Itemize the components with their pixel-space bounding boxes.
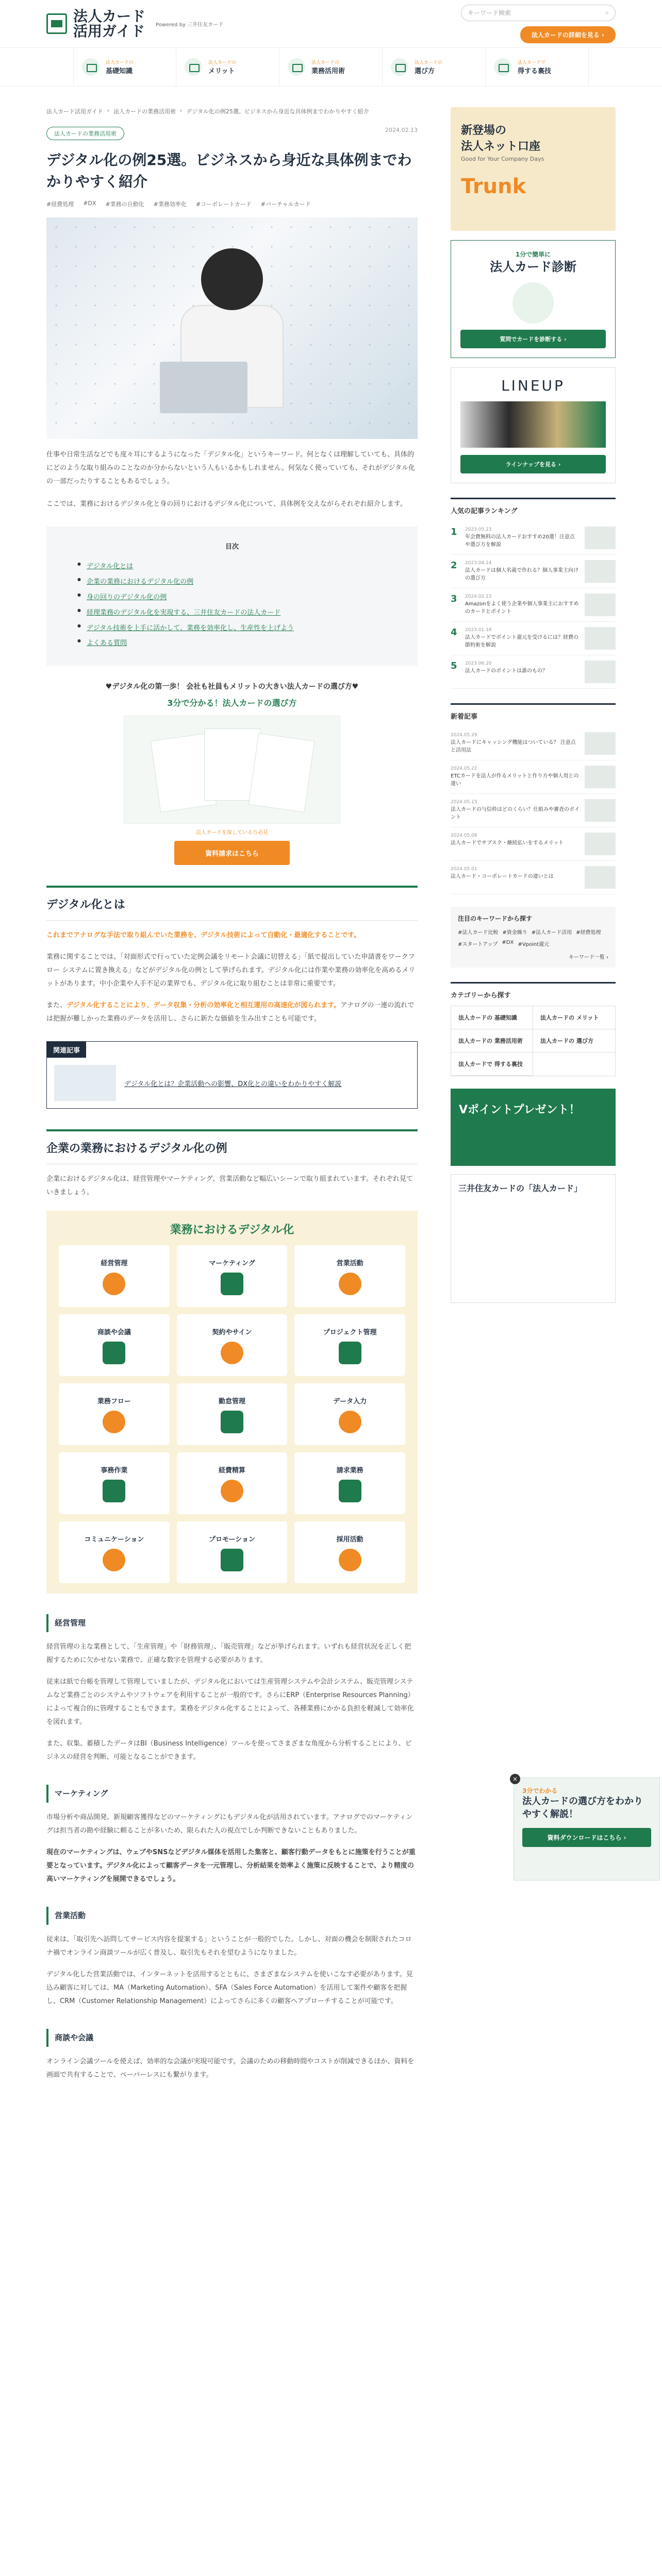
promo-heading: ♥デジタル化の第一歩！ 会社も社員もメリットの大きい法人カードの選び方♥: [105, 683, 359, 691]
gnav-item-merit[interactable]: [176, 48, 279, 86]
article-text: 法人カードの与信枠はどのくらい？仕組みや審査のポイント: [451, 807, 580, 821]
paragraph: 従来は紙で台帳を管理して管理していましたが、デジタル化においては生産管理システムや会計システム、販売管理システムなど業務ごとのシステムやソフトウェアを利用することが一般的です。さらにERP（Enterprise Resources Planning）によって複合的に管理することもできます。業務をデジタル化することによって、各種業務にかかる負担を軽減して効率化を図れます。: [46, 1678, 415, 1726]
paragraph: 現在のマーケティングは、ウェブやSNSなどデジタル媒体を活用した集客と、顧客行動データをもとに施策を行うことが重要となっています。デジタル化によって顧客データを一元管理し、分析結果を効率よく施策に反映することで、より精度の高いマーケティングを展開できるでしょう。: [46, 1849, 416, 1884]
new-article-item[interactable]: [451, 861, 616, 894]
cell-label: 経営管理: [101, 1259, 128, 1267]
rank-thumbnail: [585, 560, 616, 583]
powered-by: Powered by 三井住友カード: [156, 22, 224, 28]
card-diagnosis-banner[interactable]: [451, 240, 616, 358]
infographic: [46, 1211, 418, 1594]
related-thumbnail[interactable]: [54, 1065, 116, 1101]
rank-number: 4: [451, 626, 457, 638]
gnav-small: 法人カードの: [208, 60, 237, 65]
rank-date: 2023.01.18: [465, 627, 492, 633]
invoice-icon: [339, 1480, 361, 1502]
tag[interactable]: #業務の自動化: [105, 201, 144, 208]
category-link[interactable]: 法人カードの 選び方: [533, 1029, 615, 1053]
article-title: デジタル化の例25選。ビジネスから身近な具体例までわかりやすく紹介: [46, 151, 412, 190]
book-title: 三井住友カードの「法人カード」: [458, 1183, 583, 1193]
request-docs-button[interactable]: 資料請求はこちら: [174, 841, 290, 865]
keyword-link[interactable]: #法人カード活用: [531, 929, 572, 936]
gnav-small: 法人カードの: [311, 60, 340, 65]
toc-item[interactable]: ● デジタル化とは: [77, 559, 387, 574]
subsection-heading: 経営管理: [46, 1614, 418, 1632]
smartphone-icon: [221, 1549, 243, 1571]
lead-paragraph: ここでは、業務におけるデジタル化と身の回りにおけるデジタル化について、具体例を交えながらそれぞれ紹介します。: [46, 500, 407, 508]
keyword-link[interactable]: #DX: [502, 939, 514, 945]
rank-thumbnail: [585, 660, 616, 683]
article-date: 2024.05.08: [451, 833, 477, 838]
promo-block: [46, 681, 418, 865]
flow-icon: [103, 1411, 125, 1433]
cell-label: マーケティング: [209, 1259, 255, 1267]
cell-label: プロジェクト管理: [323, 1328, 377, 1336]
logo-line1: 法人カード: [73, 7, 146, 25]
keyword-link[interactable]: #Vpoint還元: [518, 941, 550, 947]
article-thumbnail: [585, 833, 616, 855]
global-nav: [0, 47, 662, 87]
ranking-title: 人気の記事ランキング: [451, 507, 518, 515]
rank-text: Amazonをよく使う企業や個人事業主におすすめのカードとポイント: [465, 601, 579, 615]
cell-label: 事務作業: [101, 1466, 128, 1475]
breadcrumb-sep: ›: [180, 107, 183, 114]
gnav-item-basics[interactable]: [73, 48, 176, 86]
category-link[interactable]: 法人カードで 得する裏技: [451, 1053, 533, 1076]
infographic-cell: [294, 1383, 405, 1445]
infographic-cell: [59, 1314, 170, 1376]
breadcrumb: [46, 107, 418, 115]
rank-text: 年会費無料の法人カードおすすめ20選！注意点や選び方を解説: [465, 534, 575, 548]
robot-icon: [103, 1480, 125, 1502]
highlight: これまでアナログな手法で取り組んでいた業務を、デジタル技術によって自動化・最適化することです。: [46, 931, 361, 940]
pie-chart-icon: [103, 1273, 125, 1295]
paragraph: 業務に関することでは、「対面形式で行っていた定例会議をリモート会議に切替える」「紙で提出していた申請書をワークフロー システムに置き換える」などがデジタル化の例として挙げられます。デジタル化には作業や業務の効率化を高めるメリットがあります。中小企業や人手不足の業界でも、デジタル化に取り組むことは非常に重要です。: [46, 953, 416, 988]
rank-date: 2024.02.13: [465, 594, 492, 599]
breadcrumb-sep: ›: [107, 107, 110, 114]
gnav-small: 法人カードの: [415, 60, 443, 65]
card-icon: [82, 58, 100, 76]
infographic-cell: [177, 1245, 288, 1307]
text: また、: [46, 1002, 67, 1010]
toc-title: 目次: [225, 543, 239, 551]
toc-item[interactable]: ● 身の回りのデジタル化の例: [77, 590, 387, 605]
ranking-item[interactable]: [451, 555, 616, 588]
infographic-cell: [59, 1245, 170, 1307]
rank-number: 3: [451, 593, 457, 604]
tips-icon: [494, 58, 511, 76]
rank-number: 1: [451, 526, 457, 537]
person-icon: [512, 282, 554, 324]
section-heading: デジタル化とは: [46, 886, 418, 921]
trunk-ad-banner[interactable]: [451, 107, 616, 231]
paragraph: オンライン会議ツールを使えば、効率的な会議が実現可能です。会議のための移動時間やコストが削減できるほか、資料を画面で共有することで、ペーパーレスにも繋がります。: [46, 2058, 415, 2079]
book-banner[interactable]: [451, 1174, 616, 1303]
cell-label: 契約やサイン: [212, 1328, 252, 1336]
paragraph: 企業におけるデジタル化は、経営管理やマーケティング、営業活動など幅広いシーンで取り組まれています。それぞれ見ていきましょう。: [46, 1175, 413, 1197]
ranking-item[interactable]: [451, 521, 616, 555]
rank-date: 2023.04.14: [465, 560, 492, 566]
close-icon[interactable]: ×: [510, 1774, 520, 1784]
infographic-cell: [177, 1314, 288, 1376]
rank-date: 2023.06.20: [465, 660, 492, 666]
toc-item[interactable]: ● 経理業務のデジタル化を実現する、三井住友カードの法人カード: [77, 605, 387, 621]
gnav-label: 選び方: [415, 67, 435, 75]
cell-label: データ入力: [333, 1397, 367, 1405]
category-box: [451, 982, 616, 1076]
article-date: 2024.05.15: [451, 799, 477, 805]
float-download-button[interactable]: 資料ダウンロードはこちら ›: [522, 1828, 651, 1847]
ranking-item[interactable]: [451, 588, 616, 622]
tag-list: [46, 200, 418, 208]
diagnosis-button[interactable]: 質問でカードを診断する ›: [460, 330, 606, 348]
tag[interactable]: #業務効率化: [153, 201, 187, 208]
choose-icon: [391, 58, 408, 76]
presentation-icon: [339, 1273, 361, 1295]
rank-text: 法人カードのポイントは誰のもの？: [465, 668, 548, 674]
infographic-cell: [294, 1245, 405, 1307]
lead-paragraph: 仕事や日常生活などでも度々耳にするようになった「デジタル化」というキーワード。何となくは理解していても、具体的にどのような取り組みのことなのか分からないという人もいるかもしれません。何気なく使っていても、それがデジタル化の一部だったりすることもあるでしょう。: [46, 451, 416, 485]
recruit-icon: [339, 1549, 361, 1571]
category-badge[interactable]: 法人カードの業務活用術: [46, 127, 124, 140]
gnav-label: 基礎知識: [106, 67, 133, 75]
subsection-heading: 商談や会議: [46, 2029, 418, 2047]
category-title: カテゴリーから探す: [451, 991, 511, 999]
gnav-small: 法人カードの: [106, 60, 134, 65]
new-article-item[interactable]: [451, 827, 616, 861]
contract-icon: [221, 1342, 243, 1364]
new-article-item[interactable]: [451, 727, 616, 760]
shindan-title: 法人カード診断: [490, 260, 576, 274]
tag[interactable]: #DX: [83, 200, 96, 207]
search-placeholder: キーワード検索: [468, 9, 511, 16]
infographic-cell: [294, 1521, 405, 1583]
search-input[interactable]: [461, 5, 616, 21]
keyword-link[interactable]: #法人カード比較: [458, 929, 499, 936]
ranking-item[interactable]: [451, 622, 616, 655]
lineup-title: LINEUP: [501, 377, 565, 394]
keyword-link[interactable]: #経費処理: [576, 929, 601, 936]
clock-icon: [221, 1411, 243, 1433]
rank-thumbnail: [585, 627, 616, 650]
logo-card-icon: [46, 13, 67, 34]
breadcrumb-category[interactable]: 法人カードの業務活用術: [113, 108, 176, 115]
promo-caption: 法人カードを探している方必見: [196, 830, 268, 836]
article-text: 法人カードにキャッシング機能はついている？ 注意点と活用法: [451, 740, 576, 754]
shindan-small: 1分で簡単に: [515, 251, 551, 258]
article-text: ETCカードを法人が作るメリットと作り方や個人用との違い: [451, 773, 579, 787]
gnav-item-tips[interactable]: [486, 48, 589, 86]
ad-title: 法人ネット口座: [461, 140, 541, 153]
cell-label: 経費精算: [218, 1466, 245, 1475]
text: アナログの一連の流れでは把握が難しかった業務のデータを活用し、さらに新たな価値を生み出すことも可能です。: [46, 1002, 415, 1023]
keyword-title: 注目のキーワードから探す: [458, 914, 533, 922]
new-article-item[interactable]: [451, 794, 616, 827]
float-small: 3分でわかる: [522, 1787, 558, 1794]
category-link[interactable]: 法人カードの メリット: [533, 1006, 615, 1029]
tag[interactable]: #バーチャルカード: [260, 201, 311, 208]
keyword-link[interactable]: #資金繰り: [502, 929, 527, 936]
paragraph: 市場分析や商品開発、新規顧客獲得などのマーケティングにもデジタル化が活用されています。アナログでのマーケティングは担当者の勘や経験に頼ることが多いため、限られた人の視点でしか判断できないこともありました。: [46, 1814, 413, 1835]
keyword-box: [451, 907, 616, 968]
infographic-cell: [59, 1521, 170, 1583]
lineup-banner[interactable]: [451, 367, 616, 483]
cell-label: プロモーション: [209, 1535, 255, 1544]
ranking-box: [451, 498, 616, 689]
hero-image: [46, 217, 418, 439]
megaphone-icon: [221, 1273, 243, 1295]
article-thumbnail: [585, 766, 616, 788]
article-date: 2024.05.01: [451, 866, 477, 872]
paragraph: [46, 999, 418, 1026]
tag[interactable]: #経費処理: [46, 201, 74, 208]
usage-icon: [288, 58, 305, 76]
article-text: 法人カードでサブスク・継続払いをするメリット: [451, 840, 564, 846]
new-articles-title: 新着記事: [451, 713, 478, 721]
meeting-icon: [103, 1342, 125, 1364]
breadcrumb-current: デジタル化の例25選。ビジネスから身近な具体例までわかりやすく紹介: [186, 108, 369, 115]
cell-label: 営業活動: [336, 1259, 363, 1267]
promo-image[interactable]: [124, 716, 340, 824]
lineup-button[interactable]: ラインナップを見る ›: [460, 455, 606, 473]
ad-sub: Good for Your Company Days: [461, 156, 544, 162]
article-main: [46, 107, 418, 2082]
cell-label: 採用活動: [336, 1535, 363, 1544]
toc-item[interactable]: ● 企業の業務におけるデジタル化の例: [77, 574, 387, 590]
article-date: 2024.05.29: [451, 732, 477, 738]
infographic-cell: [177, 1383, 288, 1445]
cell-label: コミュニケーション: [84, 1535, 144, 1544]
infographic-cell: [177, 1452, 288, 1514]
search-icon[interactable]: ⌕: [605, 9, 609, 16]
new-article-item[interactable]: [451, 760, 616, 794]
logo-line2: 活用ガイド: [73, 23, 145, 40]
toc-item[interactable]: ● デジタル技術を上手に活かして、業務を効率化し、生産性を上げよう: [77, 621, 387, 636]
rank-number: 2: [451, 560, 457, 571]
subsection-heading: マーケティング: [46, 1785, 418, 1803]
gnav-item-usage[interactable]: [279, 48, 383, 86]
gnav-label: メリット: [208, 67, 235, 75]
new-articles-box: [451, 703, 616, 894]
gantt-icon: [339, 1342, 361, 1364]
infographic-title: 業務におけるデジタル化: [170, 1224, 294, 1237]
section-heading: 企業の業務におけるデジタル化の例: [46, 1129, 418, 1164]
table-of-contents: [46, 527, 418, 666]
article-thumbnail: [585, 799, 616, 822]
rank-text: 法人カードでポイント還元を受けるには？経費の節約術を解説: [465, 635, 578, 649]
infographic-cell: [177, 1521, 288, 1583]
cell-label: 請求業務: [336, 1466, 363, 1475]
header-top: [0, 0, 662, 47]
rank-text: 法人カードは個人名義で作れる？個人事業主向けの選び方: [465, 568, 578, 582]
cell-label: 勤怠管理: [218, 1397, 245, 1405]
gnav-label: 業務活用術: [311, 67, 345, 75]
tag[interactable]: #コーポレートカード: [195, 201, 252, 208]
subsection-heading: 営業活動: [46, 1907, 418, 1925]
infographic-cell: [294, 1452, 405, 1514]
trunk-logo: Trunk: [461, 175, 526, 198]
paragraph: また、収集、蓄積したデータはBI（Business Intelligence）ツールを使ってさまざまな角度から分析することにより、ビジネスの経営を判断、可能となることができます。: [46, 1740, 412, 1761]
merit-icon: [185, 58, 202, 76]
ranking-item[interactable]: [451, 655, 616, 689]
keyboard-icon: [339, 1411, 361, 1433]
paragraph: 経営管理の主な業務として、「生産管理」や「財務管理」、「販売管理」などが挙げられます。いずれも経営状況を正しく把握するために欠かせない業務で、正確な数字を管理する必要があります。: [46, 1643, 411, 1665]
infographic-cell: [59, 1383, 170, 1445]
promo-sub: 3分で分かる！法人カードの選び方: [167, 698, 297, 708]
category-link[interactable]: 法人カードの 基礎知識: [451, 1006, 533, 1029]
rank-number: 5: [451, 660, 457, 671]
chat-icon: [103, 1549, 125, 1571]
article-thumbnail: [585, 732, 616, 755]
site-logo[interactable]: [46, 9, 223, 39]
breadcrumb-home[interactable]: 法人カード活用ガイド: [46, 108, 103, 115]
vpoint-title: Vポイントプレゼント！: [459, 1103, 581, 1116]
cell-label: 業務フロー: [97, 1397, 131, 1405]
paragraph: [46, 929, 418, 942]
paragraph: 従来は、「取引先へ訪問してサービス内容を提案する」ということが一般的でした。しかし、対面の機会を制限されたコロナ禍でオンライン商談ツールが広く普及し、取引先もそれを望むようになりました。: [46, 1936, 412, 1957]
card-lineup-image: [460, 401, 606, 448]
keyword-link[interactable]: #スタートアップ: [458, 941, 498, 947]
publish-date: 2024.02.13: [385, 127, 418, 133]
floating-ad[interactable]: [514, 1777, 660, 1880]
ad-title: 新登場の: [461, 124, 507, 137]
keyword-more-link[interactable]: キーワード一覧 ›: [568, 954, 608, 960]
related-article-box: [46, 1041, 418, 1109]
infographic-cell: [59, 1452, 170, 1514]
article-date: 2024.05.22: [451, 766, 477, 771]
vpoint-banner[interactable]: [451, 1089, 616, 1166]
article-text: 法人カード・コーポレートカードの違いとは: [451, 874, 554, 880]
highlight: デジタル化することにより、データ収集・分析の効率化と相互運用の高速化が図られます。: [67, 1002, 341, 1010]
receipt-icon: [221, 1480, 243, 1502]
gnav-item-choose[interactable]: [383, 48, 486, 86]
float-title: 法人カードの選び方をわかりやすく解説！: [522, 1796, 643, 1820]
infographic-cell: [294, 1314, 405, 1376]
related-article-link[interactable]: デジタル化とは？企業活動への影響、DX化との違いをわかりやすく解説: [124, 1080, 342, 1088]
rank-thumbnail: [585, 594, 616, 616]
header-cta-button[interactable]: 法人カードの詳細を見る ›: [520, 26, 616, 43]
related-label: 関連記事: [47, 1042, 86, 1058]
category-link[interactable]: 法人カードの 業務活用術: [451, 1029, 533, 1053]
gnav-label: 得する裏技: [518, 67, 552, 75]
article-thumbnail: [585, 866, 616, 889]
gnav-small: 法人カードで: [518, 60, 546, 65]
rank-date: 2023.05.23: [465, 527, 492, 532]
cell-label: 商談や会議: [97, 1328, 131, 1336]
toc-item[interactable]: ● よくある質問: [77, 636, 387, 651]
rank-thumbnail: [585, 527, 616, 549]
paragraph: デジタル化した営業活動では、インターネットを活用するとともに、さまざまなシステムを使いこなす必要があります。見込み顧客に対しては、MA（Marketing Automation）、SFA（Sales Force Automation）を活用して案件や顧客を把握し、CRM（Customer Relationship Management）によってさらに多くの顧客へアプローチすることが可能です。: [46, 1971, 413, 2006]
